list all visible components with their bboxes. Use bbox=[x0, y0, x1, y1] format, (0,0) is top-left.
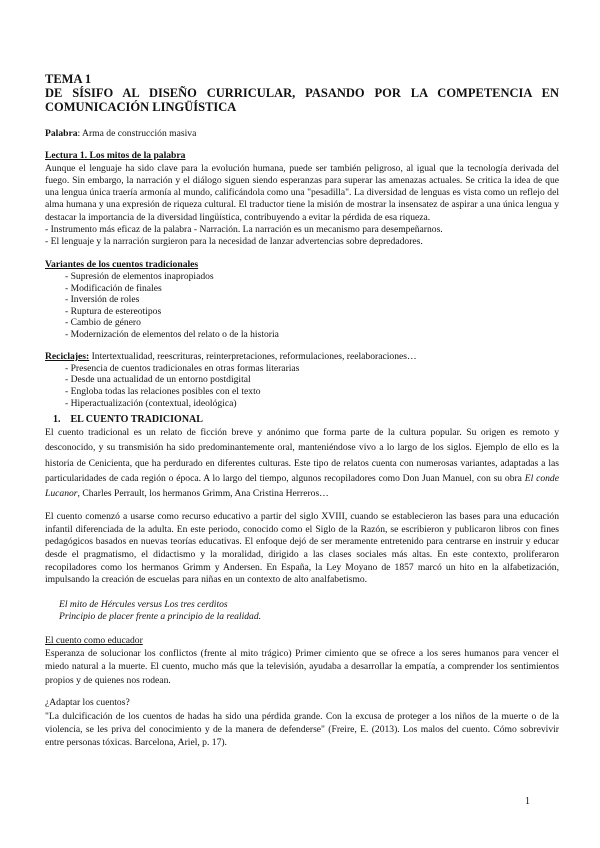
cuento-paragraph-1: El cuento tradicional es un relato de ficción breve y anónimo que forma parte de la cultura popular. Su origen es remoto y desconocido, y su transmisión ha sido predominantemente oral, manteniéndose vivo a lo largo de los siglos. Ejemplo de ello es la historia de Cenicienta, que ha perdurado en diferentes culturas. Este tipo de relatos cuenta con numerosas variantes, adaptadas a las particularidades de cada región o época. A lo largo del tiempo, algunos recopiladores como Don Juan Manuel, con su obra El conde Lucanor, Charles Perrault, los hermanos Grimm, Ana Cristina Herreros… bbox=[45, 427, 559, 500]
list-item: - Hiperactualización (contextual, ideológica) bbox=[65, 397, 237, 409]
lectura-paragraph: Aunque el lenguaje ha sido clave para la evolución humana, puede ser también peligroso, al igual que la tecnología derivada del fuego. Sin embargo, la narración y el diálogo siguen siendo esperanzas para superar las amenazas actuales. Se critica la idea de que una lengua única traería armonía al mundo, calificándola como una "pesadilla". La diversidad de lenguas es vista como un reflejo del alma humana y una expresión de riqueza cultural. El traductor tiene la misión de mostrar la insensatez de aspirar a una única lengua y destacar la importancia de la diversidad lingüística, contribuyendo a evitar la pérdida de esa riqueza. bbox=[45, 162, 559, 223]
palabra-line bbox=[45, 128, 559, 140]
list-item: - Presencia de cuentos tradicionales en otras formas literarias bbox=[65, 362, 300, 374]
adaptar-question: ¿Adaptar los cuentos? bbox=[45, 697, 130, 709]
adaptar-quote: "La dulcificación de los cuentos de hadas ha sido una pérdida grande. Con la excusa de proteger a los niños de la muerte o de la violencia, se les priva del conocimiento y de la manera de defenderse" (Freire, E. (2013). Los malos del cuento. Cómo sobrevivir entre personas tóxicas. Barcelona, Ariel, p. 17). bbox=[45, 710, 559, 749]
educador-heading: El cuento como educador bbox=[45, 634, 143, 646]
reciclajes-list bbox=[45, 363, 559, 409]
reciclajes-line bbox=[45, 351, 559, 363]
palabra-text: : Arma de construcción masiva bbox=[77, 128, 197, 139]
document-title-line1: DE SÍSIFO AL DISEÑO CURRICULAR, PASANDO POR LA COMPETENCIA EN bbox=[45, 86, 559, 100]
section-heading: 1. EL CUENTO TRADICIONAL bbox=[53, 414, 203, 426]
list-item: - Ruptura de estereotipos bbox=[65, 305, 162, 317]
list-item: - Desde una actualidad de un entorno postdigital bbox=[65, 374, 251, 386]
document-page bbox=[45, 72, 559, 750]
italic-note-1: El mito de Hércules versus Los tres cerditos bbox=[59, 598, 228, 610]
lectura-bullet: - El lenguaje y la narración surgieron para la necesidad de lanzar advertencias sobre depredadores. bbox=[45, 236, 423, 248]
variantes-list bbox=[45, 271, 559, 341]
list-item: - Cambio de género bbox=[65, 317, 141, 329]
variantes-heading: Variantes de los cuentos tradicionales bbox=[45, 258, 199, 270]
list-item: - Modificación de finales bbox=[65, 282, 162, 294]
book-title: El conde Lucanor bbox=[45, 472, 559, 500]
italic-note-2: Principio de placer frente a principio de la realidad. bbox=[59, 610, 262, 622]
list-item: - Inversión de roles bbox=[65, 294, 140, 306]
lectura-bullet: - Instrumento más eficaz de la palabra - Narración. La narración es un mecanismo para desempeñarnos. bbox=[45, 224, 443, 236]
list-item: - Engloba todas las relaciones posibles con el texto bbox=[65, 386, 261, 398]
list-item: - Supresión de elementos inapropiados bbox=[65, 270, 214, 282]
reciclajes-text: Intertextualidad, reescrituras, reinterpretaciones, reformulaciones, reelaboraciones… bbox=[89, 350, 417, 362]
page-number: 1 bbox=[525, 796, 530, 807]
lectura-heading: Lectura 1. Los mitos de la palabra bbox=[45, 150, 186, 162]
palabra-label: Palabra bbox=[45, 128, 78, 139]
educador-paragraph: Esperanza de solucionar los conflictos (frente al mito trágico) Primer cimiento que se ofrece a los seres humanos para vencer el miedo natural a la muerte. El cuento, mucho más que la televisión, ayudaba a desarrollar la empatía, a comprender los sentimientos propios y de quienes nos rodean. bbox=[45, 648, 559, 686]
list-item: - Modernización de elementos del relato o de la historia bbox=[65, 328, 279, 340]
document-title-line2: COMUNICACIÓN LINGÜÍSTICA bbox=[45, 100, 237, 114]
reciclajes-label: Reciclajes: bbox=[45, 350, 90, 362]
cuento-paragraph-2: El cuento comenzó a usarse como recurso educativo a partir del siglo XVIII, cuando se establecieron las bases para una educación infantil diferenciada de la adulta. En este periodo, conocido como el Siglo de la Razón, se escribieron y publicaron libros con fines pedagógicos basados en nuevas teorías educativas. El enfoque dejó de ser meramente entretenido para centrarse en instruir y educar desde el pragmatismo, el didactismo y la moralidad, dirigido a las clases sociales más altas. En este contexto, proliferaron recopiladores como los hermanos Grimm y Andersen. En España, la Ley Moyano de 1857 marcó un hito en la alfabetización, impulsando la creación de escuelas para niñas en un contexto de alto analfabetismo. bbox=[45, 511, 559, 586]
tema-label: TEMA 1 bbox=[45, 72, 92, 86]
